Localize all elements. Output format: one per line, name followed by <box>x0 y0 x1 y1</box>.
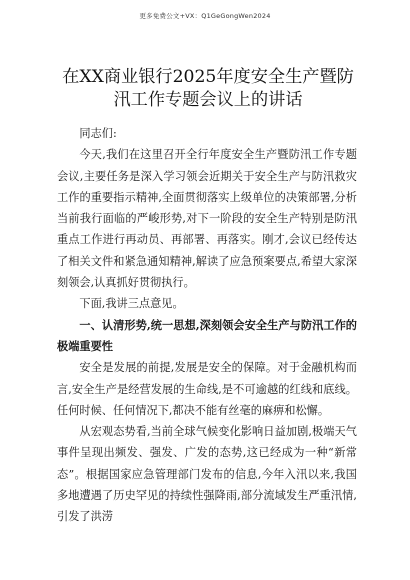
paragraph: 下面,我讲三点意见。 <box>79 297 184 311</box>
paragraph: 从宏观态势看,当前全球气候变化影响日益加剧,极端天气事件呈现出频发、强发、广发的态势,这已经成为一种“新常态”。根据国家应急管理部门发布的信息,今年入汛以来,我国多地遭遇了历史罕见的持续性强降雨,部分流域发生严重汛情,引发了洪涝 <box>57 425 357 524</box>
greeting: 同志们: <box>79 127 117 140</box>
document-title: 在XX商业银行2025年度安全生产暨防汛工作专题会议上的讲话 <box>62 67 354 110</box>
paragraph: 安全是发展的前提,发展是安全的保障。对于金融机构而言,安全生产是经营发展的生命线,是不可逾越的红线和底线。任何时候、任何情况下,都决不能有丝毫的麻痹和松懈。 <box>57 361 357 417</box>
header-note: 更多免费公文+VX：Q1GeGongWen2024 <box>139 12 271 20</box>
section-heading: 一、认清形势,统一思想,深刻领会安全生产与防汛工作的极端重要性 <box>57 317 357 353</box>
document-body <box>57 123 357 528</box>
paragraph: 今天,我们在这里召开全行年度安全生产暨防汛工作专题会议,主要任务是深入学习领会近期关于安全生产与防汛救灾工作的重要指示精神,全面贯彻落实上级单位的决策部署,分析当前我行面临的严峻形势,对下一阶段的安全生产特别是防汛重点工作进行再动员、再部署、再落实。刚才,会议已经传达了相关文件和紧急通知精神,解读了应急预案要点,希望大家深刻领会,认真抓好贯彻执行。 <box>57 148 357 290</box>
